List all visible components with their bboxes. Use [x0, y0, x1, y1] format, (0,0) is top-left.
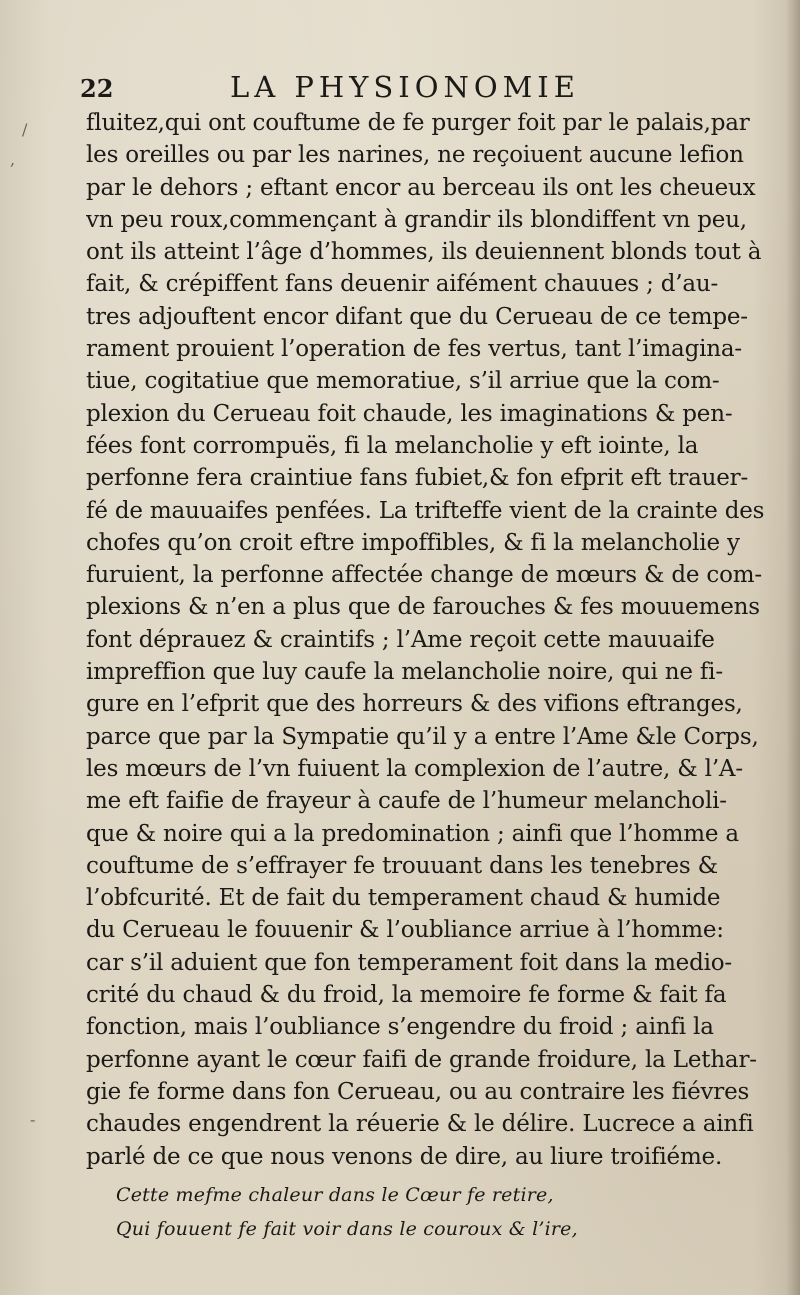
- text-line: perfonne ayant le cœur faifi de grande froidure, la Lethar-: [86, 1046, 757, 1073]
- text-line: par le dehors ; eftant encor au berceau ils ont les cheueux: [86, 174, 756, 201]
- body-text: [86, 107, 766, 1173]
- text-line: plexions & n’en a plus que de farouches & fes mouuemens: [86, 594, 760, 621]
- text-line: couftume de s’effrayer fe trouuant dans les tenebres &: [86, 852, 718, 879]
- text-line: fluitez,qui ont couftume de fe purger foit par le palais,par: [86, 110, 750, 136]
- text-line: parce que par la Sympatie qu’il y a entre l’Ame &le Corps,: [86, 723, 759, 750]
- text-line: parlé de ce que nous venons de dire, au liure troifiéme.: [86, 1143, 723, 1170]
- text-line: gie fe forme dans fon Cerueau, ou au contraire les fiévres: [86, 1078, 750, 1105]
- text-line: du Cerueau le fouuenir & l’oubliance arriue à l’homme:: [86, 917, 724, 944]
- text-line: perfonne fera craintiue fans fubiet,& fon efprit eft trauer-: [86, 465, 749, 492]
- page-number: 22: [80, 74, 114, 103]
- text-line: tres adjouftent encor difant que du Cerueau de ce tempe-: [86, 303, 748, 330]
- page-header: [80, 70, 740, 110]
- text-line: l’obfcurité. Et de fait du temperament chaud & humide: [86, 885, 721, 912]
- text-line: car s’il aduient que fon temperament foit dans la medio-: [86, 949, 732, 976]
- text-line: les mœurs de l’vn fuiuent la complexion de l’autre, & l’A-: [86, 755, 743, 782]
- text-line: me eft faifie de frayeur à caufe de l’humeur melancholi-: [86, 788, 727, 815]
- text-line: impreffion que luy caufe la melancholie noire, qui ne fi-: [86, 659, 723, 686]
- running-title: LA PHYSIONOMIE: [230, 70, 580, 104]
- margin-mark: /: [22, 120, 28, 139]
- text-line: plexion du Cerueau foit chaude, les imaginations & pen-: [86, 400, 733, 427]
- text-line: tiue, cogitatiue que memoratiue, s’il arriue que la com-: [86, 368, 720, 395]
- text-line: que & noire qui a la predomination ; ainfi que l’homme a: [86, 820, 739, 847]
- verse-line: Qui fouuent fe fait voir dans le couroux & l’ire,: [116, 1218, 578, 1240]
- text-line: les oreilles ou par les narines, ne reçoiuent aucune lefion: [86, 142, 744, 169]
- text-line: fées font corrompuës, fi la melancholie y eft iointe, la: [86, 432, 699, 459]
- text-line: ont ils atteint l’âge d’hommes, ils deuiennent blonds tout à: [86, 239, 762, 266]
- text-line: fait, & crépiffent fans deuenir aifément chauues ; d’au-: [86, 271, 719, 298]
- text-line: chofes qu’on croit eftre impoffibles, & fi la melancholie y: [86, 529, 740, 556]
- text-line: fé de mauuaifes penfées. La trifteffe vient de la crainte des: [86, 497, 765, 524]
- text-line: chaudes engendrent la réuerie & le délire. Lucrece a ainfi: [86, 1111, 754, 1138]
- text-line: fonction, mais l’oubliance s’engendre du froid ; ainfi la: [86, 1014, 714, 1041]
- text-line: gure en l’efprit que des horreurs & des vifions eftranges,: [86, 691, 743, 718]
- text-line: font déprauez & craintifs ; l’Ame reçoit cette mauuaife: [86, 626, 715, 653]
- verse-line: Cette mefme chaleur dans le Cœur fe retire,: [116, 1184, 554, 1206]
- text-line: rament prouient l’operation de fes vertus, tant l’imagina-: [86, 336, 742, 363]
- page-edge-shadow: [786, 0, 800, 1295]
- text-line: vn peu roux,commençant à grandir ils blondiffent vn peu,: [86, 206, 747, 233]
- text-line: crité du chaud & du froid, la memoire fe forme & fait fa: [86, 982, 727, 1009]
- margin-mark: ,: [10, 150, 16, 169]
- text-line: furuient, la perfonne affectée change de mœurs & de com-: [86, 562, 762, 589]
- margin-mark: -: [30, 1110, 36, 1129]
